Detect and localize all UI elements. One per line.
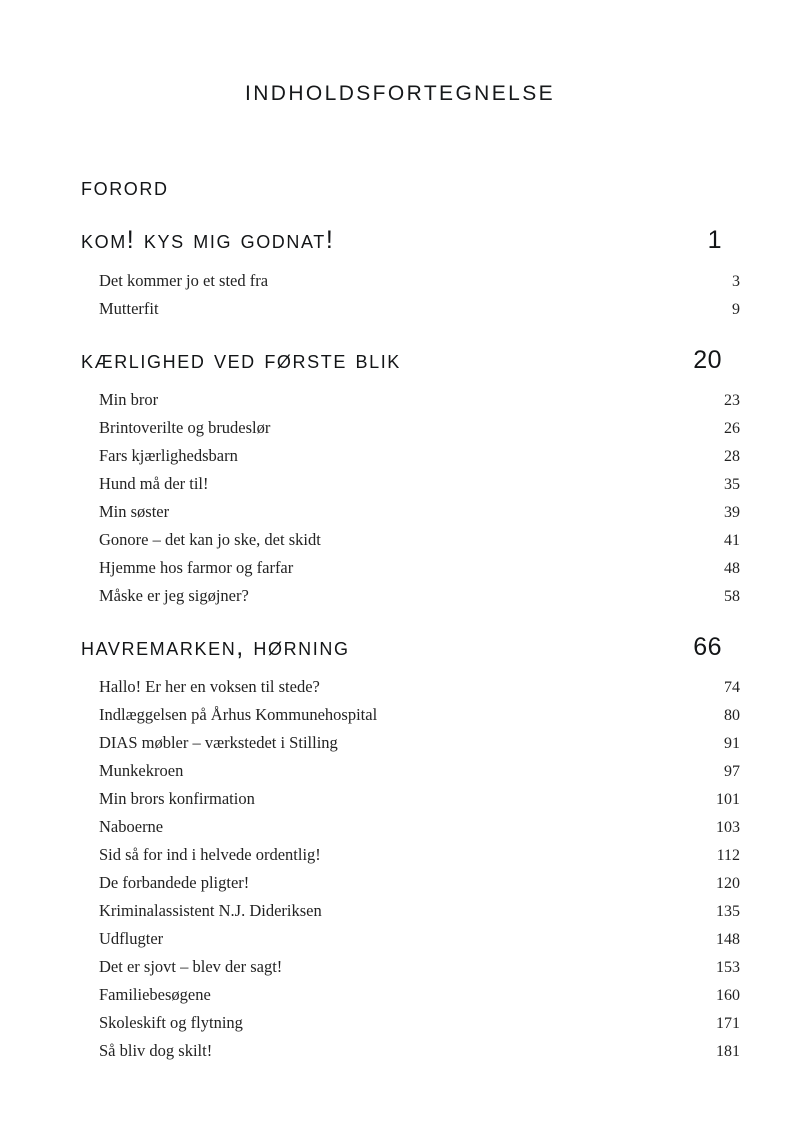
toc-section-page-number: 97 [724,763,740,780]
toc-section-page-number: 120 [716,875,740,892]
toc-section-row[interactable] [81,582,740,610]
toc-section-label: Min brors konfirmation [99,789,255,808]
toc-section-label: Indlæggelsen på Århus Kommunehospital [99,705,378,724]
toc-group [81,632,740,1065]
toc-section-page-number: 160 [716,987,740,1004]
page-title: indholdsfortegnelse [244,74,556,107]
toc-group [81,345,740,610]
toc-group [81,225,740,322]
toc-section-label: Gonore – det kan jo ske, det skidt [99,529,321,549]
toc-section-row[interactable] [81,925,740,953]
toc-section-label: Min bror [99,389,159,409]
toc-section-label: Familiebesøgene [99,985,211,1004]
toc-section-label: Hund må der til! [99,473,209,493]
toc-section-row[interactable] [81,386,740,414]
toc-chapter-row[interactable] [81,172,722,203]
toc-section-row[interactable] [81,729,740,757]
toc-section-row[interactable] [81,841,740,869]
toc-section-label: De forbandede pligter! [99,873,250,892]
toc-section-label: Hjemme hos farmor og farfar [99,557,294,577]
toc-section-label: Skoleskift og flytning [99,1013,243,1032]
toc-chapter-row[interactable] [81,345,722,376]
toc-chapter-label: havremarken, hørning [81,632,350,661]
toc-section-page-number: 28 [724,447,740,465]
toc-section-label: Fars kjærlighedsbarn [99,445,238,465]
toc-section-page-number: 103 [716,819,740,836]
toc-section-row[interactable] [81,526,740,554]
toc-section-page-number: 181 [716,1043,740,1060]
toc-section-page-number: 101 [716,791,740,808]
toc-section-label: Naboerne [99,817,164,836]
toc-chapter-label: kærlighed ved første blik [81,345,401,374]
toc-section-page-number: 23 [724,391,740,409]
toc-section-label: Munkekroen [99,761,184,780]
toc-section-label: Måske er jeg sigøjner? [99,585,249,605]
toc-section-label: Så bliv dog skilt! [99,1041,213,1060]
toc-chapter-label: forord [81,173,169,201]
toc-section-page-number: 135 [716,903,740,920]
toc-chapter-page-number: 1 [707,226,722,255]
toc-section-row[interactable] [81,554,740,582]
toc-chapter-label: kom! kys mig godnat! [81,226,335,255]
toc-section-page-number: 3 [732,272,740,290]
toc-section-page-number: 39 [724,503,740,521]
toc-section-page-number: 48 [724,559,740,577]
toc-section-label: Udflugter [99,929,164,948]
toc-section-page-number: 58 [724,587,740,605]
toc-section-label: Hallo! Er her en voksen til stede? [99,677,320,696]
toc-section-row[interactable] [81,1037,740,1065]
toc-section-label: Mutterfit [99,298,159,318]
toc-section-page-number: 148 [716,931,740,948]
toc-chapter-page-number: 66 [693,632,722,661]
toc-section-page-number: 171 [716,1015,740,1032]
toc-section-page-number: 153 [716,959,740,976]
toc-section-label: Sid så for ind i helvede ordentlig! [99,845,321,864]
toc-section-label: Kriminalassistent N.J. Dideriksen [99,901,322,920]
toc-section-row[interactable] [81,757,740,785]
toc-section-page-number: 91 [724,735,740,752]
table-of-contents-list [81,172,740,1065]
toc-chapter-page-number: 20 [693,345,722,374]
toc-section-row[interactable] [81,981,740,1009]
toc-section-row[interactable] [81,498,740,526]
toc-section-label: Det er sjovt – blev der sagt! [99,957,283,976]
toc-section-page-number: 26 [724,419,740,437]
toc-chapter-row[interactable] [81,225,722,256]
toc-section-row[interactable] [81,673,740,701]
toc-section-label: DIAS møbler – værkstedet i Stilling [99,733,338,752]
toc-section-page-number: 41 [724,531,740,549]
toc-section-row[interactable] [81,414,740,442]
toc-section-page-number: 112 [716,847,740,864]
toc-section-row[interactable] [81,295,740,323]
toc-section-row[interactable] [81,813,740,841]
toc-section-page-number: 35 [724,475,740,493]
toc-group [81,172,722,203]
toc-section-row[interactable] [81,701,740,729]
toc-section-page-number: 74 [724,679,740,696]
toc-section-row[interactable] [81,442,740,470]
toc-section-row[interactable] [81,1009,740,1037]
toc-section-label: Min søster [99,501,170,521]
toc-section-page-number: 80 [724,707,740,724]
toc-section-page-number: 9 [732,300,740,318]
toc-section-row[interactable] [81,470,740,498]
toc-section-label: Brintoverilte og brudeslør [99,417,271,437]
toc-section-row[interactable] [81,785,740,813]
toc-chapter-row[interactable] [81,632,722,663]
toc-section-row[interactable] [81,267,740,295]
toc-section-row[interactable] [81,869,740,897]
toc-section-row[interactable] [81,953,740,981]
toc-section-label: Det kommer jo et sted fra [99,270,269,290]
toc-section-row[interactable] [81,897,740,925]
